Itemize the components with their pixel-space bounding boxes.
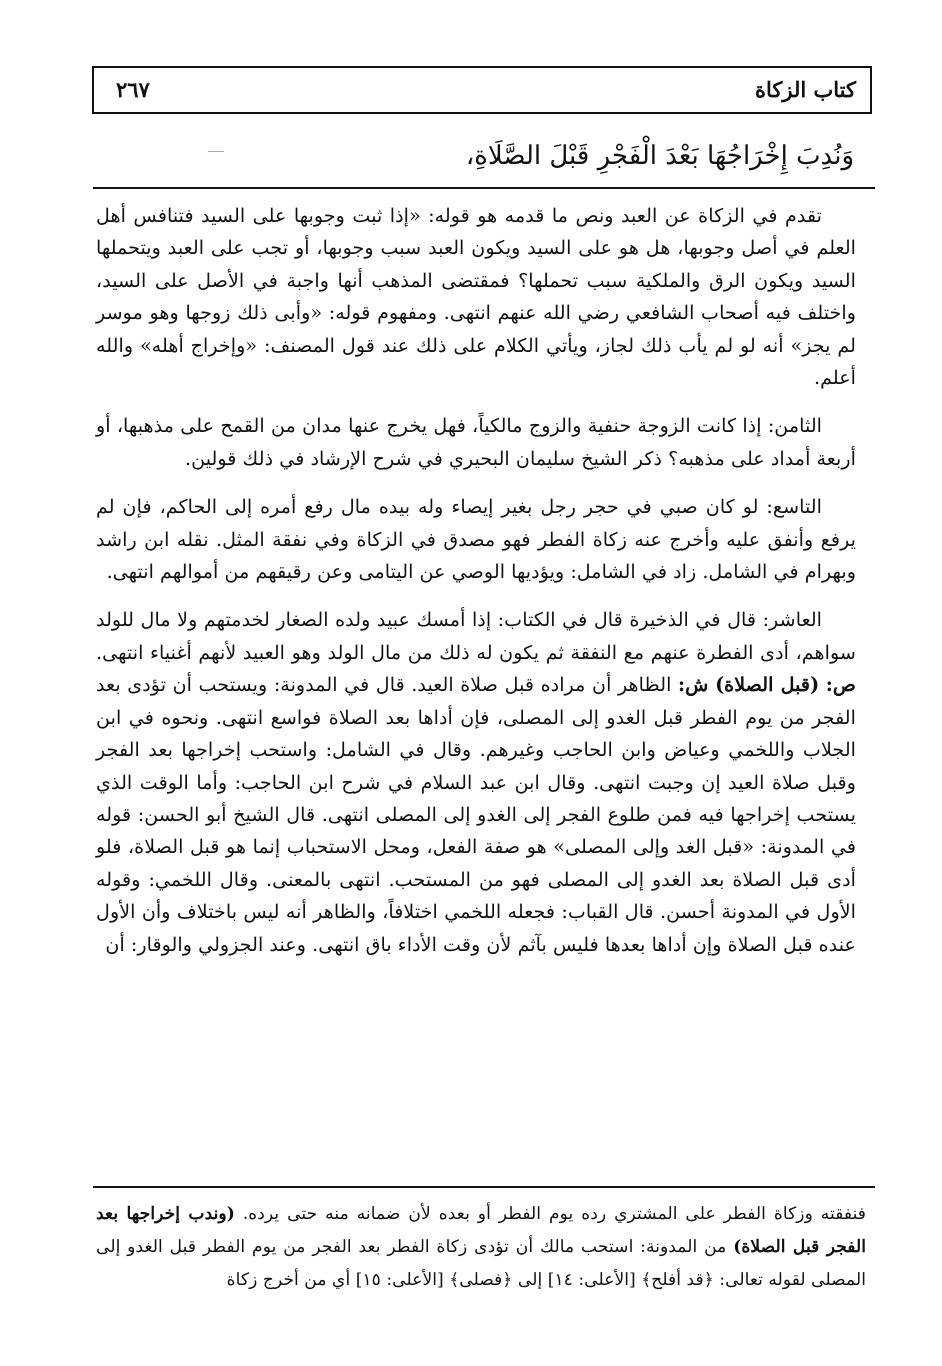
commentary-body: [96, 200, 856, 977]
matn-quote: (قبل الصلاة): [715, 673, 820, 697]
matn-text: وَنُدِبَ إِخْرَاجُهَا بَعْدَ الْفَجْرِ قَبْلَ الصَّلَاةِ،: [465, 141, 854, 171]
paragraph-4-commentary: الظاهر أن مراده قبل صلاة العيد. قال في المدونة: ويستحب أن تؤدى بعد الفجر من يوم الفطر قبل الغدو إلى المصلى، فإن أداها بعد الصلاة فواسع انتهى. ونحوه في ابن الجلاب واللخمي وعياض وابن الحاجب وغيرهم. وقال في الشامل: واستحب إخراجها بعد الفجر وقبل صلاة العيد إن وجبت انتهى. وقال ابن عبد السلام في شرح ابن الحاجب: وأما الوقت الذي يستحب إخراجها فيه فمن طلوع الفجر إلى الغدو إلى المصلى انتهى. قال الشيخ أبو الحسن: قوله في المدونة: «قبل الغد وإلى المصلى» هو صفة الفعل، ومحل الاستحباب إنما هو قبل الصلاة، فلو أدى قبل الصلاة بعد الغدو إلى المصلى فهو من المستحب. انتهى بالمعنى. وقال اللخمي: وقوله الأول في المدونة أحسن. قال القباب: فجعله اللخمي اختلافاً، والظاهر أنه ليس باختلاف وأن الأول عنده قبل الصلاة وإن أداها بعدها فليس بآثم لأن وقت الأداء باق انتهى. وعند الجزولي والوقار: أن: [96, 673, 856, 956]
divider-top: [93, 187, 875, 189]
paragraph-4-intro: العاشر: قال في الذخيرة قال في الكتاب: إذا أمسك عبيد ولده الصغار لخدمتهم ولا مال للولد سواهم، أدى الفطرة عنهم مع النفقة ثم يكون له ذلك من مال الولد وهو العبيد لأنهم أغنياء انتهى.: [96, 608, 856, 664]
paragraph-2: الثامن: إذا كانت الزوجة حنفية والزوج مالكياً، فهل يخرج عنها مدان من القمح على مذهبها، أو أربعة أمداد على مذهبه؟ ذكر الشيخ سليمان البحيري في شرح الإرشاد في ذلك قولين.: [96, 414, 856, 470]
sad-marker: ص:: [825, 673, 857, 697]
footnote-bold-quote: (وندب إخراجها بعد الفجر قبل الصلاة): [96, 1204, 866, 1257]
footnote-part-2: من المدونة: استحب مالك أن تؤدى زكاة الفطر بعد الفجر من يوم الفطر قبل الغدو إلى المصلى لقوله تعالى: ﴿قد أفلح﴾ [الأعلى: ١٤] إلى ﴿فصلى﴾ [الأعلى: ١٥] أي من أخرج زكاة: [96, 1237, 866, 1290]
footnote: [96, 1198, 866, 1297]
divider-bottom: [93, 1186, 875, 1188]
shin-marker: ش:: [677, 673, 709, 697]
page-header: [92, 66, 872, 114]
footnote-part-1: فنفقته وزكاة الفطر على المشتري رده يوم الفطر أو بعده لأن ضمانه منه حتى يرده.: [242, 1204, 866, 1224]
paragraph-4: [96, 604, 856, 960]
chapter-title: كتاب الزكاة: [754, 77, 856, 102]
paragraph-1: تقدم في الزكاة عن العبد ونص ما قدمه هو قوله: «إذا ثبت وجوبها على السيد فتنافس أهل العلم في أصل وجوبها، هل هو على السيد ويكون العبد سبب وجوبها، أو تجب على العبد ويتحملها السيد ويكون الرق والملكية سبب تحملها؟ فمقتضى المذهب أنها واجبة في الأصل على السيد، واختلف فيه أصحاب الشافعي رضي الله عنهم انتهى. ومفهوم قوله: «وأبى ذلك زوجها وهو موسر لم يجز» أنه لو لم يأب ذلك لجاز، ويأتي الكلام على ذلك عند قول المصنف: «وإخراج أهله» والله أعلم.: [96, 204, 856, 390]
paragraph-3: التاسع: لو كان صبي في حجر رجل بغير إيصاء وله بيده مال رفع أمره إلى الحاكم، فإن لم يرفع وأنفق عليه وأخرج عنه زكاة الفطر فهو مصدق في الزكاة وفي نفقة المثل. نقله ابن راشد وبهرام في الشامل. زاد في الشامل: ويؤديها الوصي عن اليتامى وعن رقيقهم من أموالهم انتهى.: [96, 495, 856, 584]
page-number: ٢٦٧: [116, 77, 150, 102]
